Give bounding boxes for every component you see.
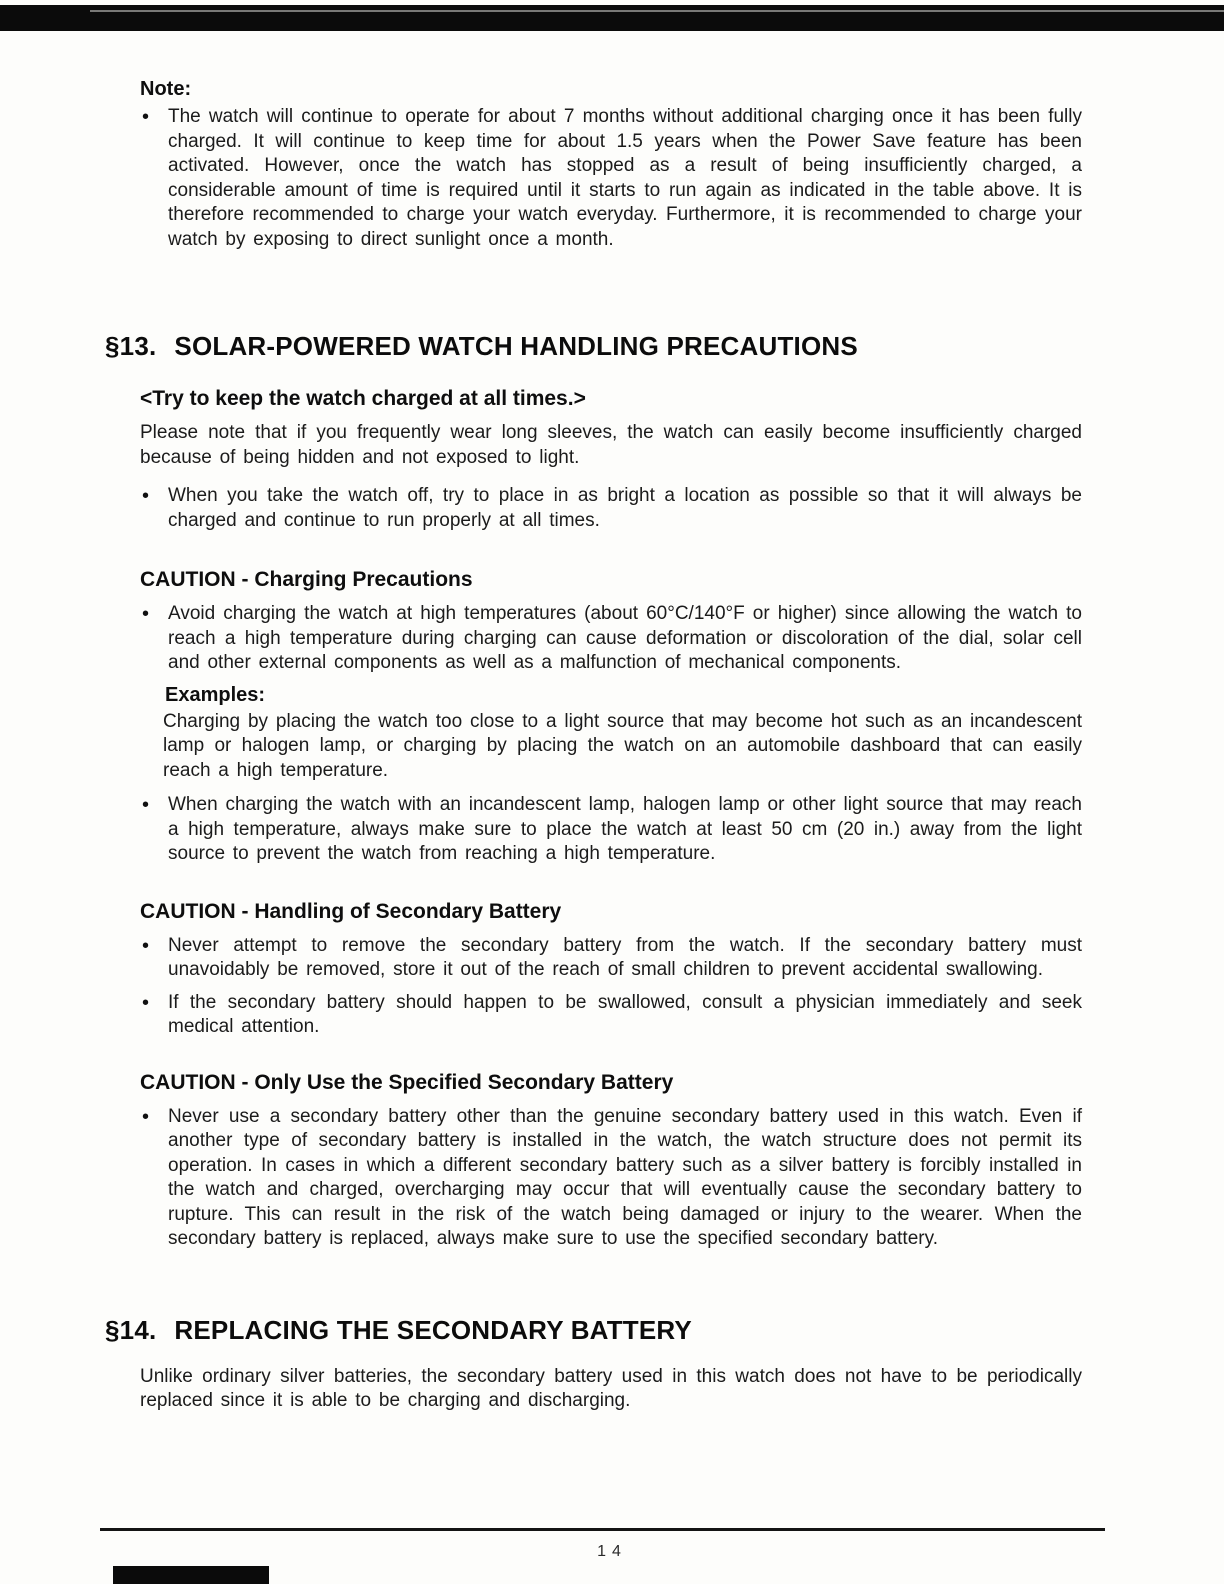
- section-14-paragraph: Unlike ordinary silver batteries, the secondary battery used in this watch does not have to be periodically replaced since it is able to be charging and discharging.: [140, 1365, 1082, 1411]
- caution-charging-heading: CAUTION - Charging Precautions: [140, 568, 473, 591]
- charging-bullet-text: Avoid charging the watch at high temperatures (about 60°C/140°F or higher) since allowing the watch to reach a high temperature during charging can cause deformation or discoloration of the dial, solar cell and other external components as well as a malfunction of mechanical components.: [168, 603, 1082, 673]
- bottom-scan-bar: [113, 1566, 269, 1584]
- manual-page: [0, 31, 1224, 1414]
- section-13-heading: [105, 330, 1082, 363]
- charging-distance-bullet-text: When charging the watch with an incandescent lamp, halogen lamp or other light source that may reach a high temperature, always make sure to place the watch at least 50 cm (20 in.) away from the light source to prevent the watch from reaching a high temperature.: [168, 794, 1082, 864]
- handling-bullet-text-1: Never attempt to remove the secondary battery from the watch. If the secondary battery must unavoidably be removed, store it out of the reach of small children to prevent accidental swallowing.: [168, 934, 1082, 980]
- bullet-icon: •: [142, 485, 150, 507]
- bullet-icon: •: [142, 1105, 150, 1128]
- top-scan-bar: [0, 5, 1224, 31]
- bullet-icon: •: [142, 106, 150, 128]
- bullet-icon: •: [142, 603, 150, 625]
- handling-bullet-item: [142, 934, 1082, 983]
- handling-bullet-text-2: If the secondary battery should happen to be swallowed, consult a physician immediately and seek medical attention.: [168, 991, 1082, 1037]
- section-13-title: SOLAR-POWERED WATCH HANDLING PRECAUTIONS: [174, 331, 858, 361]
- bullet-icon: •: [142, 991, 150, 1014]
- charging-distance-bullet-item: [142, 793, 1082, 867]
- keep-charged-paragraph: Please note that if you frequently wear long sleeves, the watch can easily become insufficiently charged because of being hidden and not exposed to light.: [140, 422, 1082, 468]
- keep-charged-bullet-item: [142, 484, 1082, 533]
- footer-rule: [100, 1528, 1105, 1531]
- examples-heading: Examples:: [165, 683, 266, 706]
- note-heading: Note:: [140, 78, 192, 100]
- handling-bullet-item: [142, 991, 1082, 1040]
- examples-paragraph: Charging by placing the watch too close to a light source that may become hot such as an incandescent lamp or halogen lamp, or charging by placing the watch on an automobile dashboard that can easily reach a high temperature.: [163, 710, 1082, 781]
- note-bullet-item: [142, 105, 1082, 252]
- section-14-number: §14.: [105, 1314, 157, 1345]
- keep-charged-bullet-text: When you take the watch off, try to place in as bright a location as possible so that it will always be charged and continue to run properly at all times.: [168, 485, 1082, 531]
- keep-charged-heading: <Try to keep the watch charged at all times.>: [140, 387, 586, 410]
- page-number: 14: [597, 1543, 627, 1560]
- section-14-title: REPLACING THE SECONDARY BATTERY: [174, 1314, 692, 1345]
- bullet-icon: •: [142, 794, 150, 816]
- note-bullet-text: The watch will continue to operate for about 7 months without additional charging once it has been fully charged. It will continue to keep time for about 1.5 years when the Power Save feature has been activated. However, once the watch has stopped as a result of being insufficiently charged, a considerable amount of time is required until it starts to run again as indicated in the table above. It is therefore recommended to charge your watch everyday. Furthermore, it is recommended to charge your watch by exposing to direct sunlight once a month.: [168, 106, 1082, 250]
- charging-bullet-item: [142, 602, 1082, 676]
- caution-handling-heading: CAUTION - Handling of Secondary Battery: [140, 899, 562, 923]
- bullet-icon: •: [142, 934, 150, 957]
- specified-bullet-item: [142, 1105, 1082, 1252]
- specified-bullet-text: Never use a secondary battery other than the genuine secondary battery used in this watch. Even if another type of secondary battery is installed in the watch, the watch structure does not permit its operation. In cases in which a different secondary battery such as a silver battery is forcibly installed in the watch and charged, overcharging may occur that will eventually cause the secondary battery to rupture. This can result in the risk of the watch being damaged or injury to the wearer. When the secondary battery is replaced, always make sure to use the specified secondary battery.: [168, 1105, 1082, 1249]
- section-14-heading: [105, 1314, 1082, 1347]
- caution-specified-heading: CAUTION - Only Use the Specified Secondary Battery: [140, 1070, 674, 1094]
- section-13-number: §13.: [105, 331, 157, 361]
